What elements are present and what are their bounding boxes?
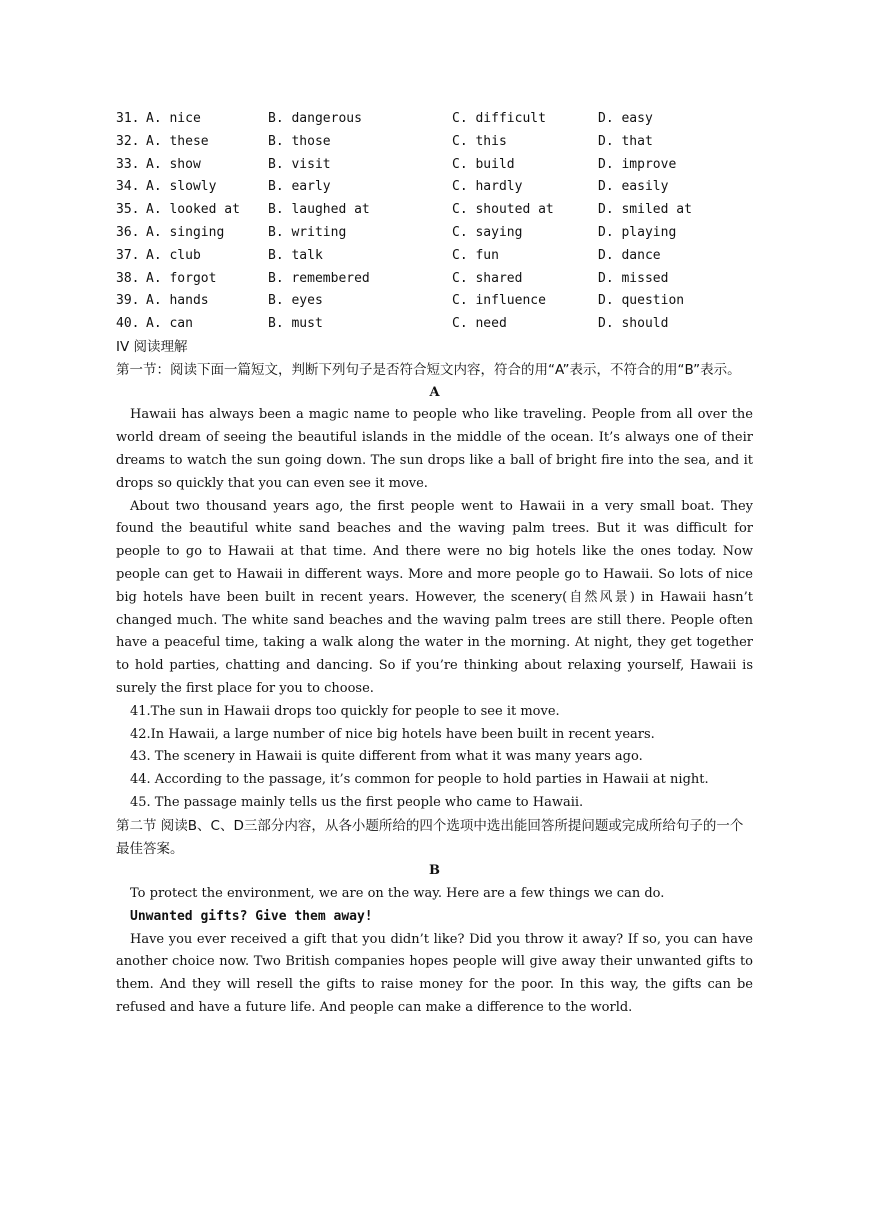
option-d: D. missed bbox=[598, 270, 669, 286]
passage-b-label: B bbox=[429, 863, 440, 879]
option-d: D. smiled at bbox=[598, 202, 692, 218]
choice-row bbox=[116, 131, 753, 154]
passage-b-intro: To protect the environment, we are on the way. Here are a few things we can do. bbox=[130, 886, 665, 902]
passage-a-label: A bbox=[429, 384, 440, 400]
option-d: D. question bbox=[598, 293, 685, 309]
option-c: C. need bbox=[452, 316, 507, 332]
question-number: 38. bbox=[116, 270, 140, 286]
option-a: A. singing bbox=[146, 224, 225, 240]
option-c: C. difficult bbox=[452, 111, 546, 126]
passage-a-paragraph-1: Hawaii has always been a magic name to people who like traveling. People from all over the world dream of seeing the beautiful islands in the middle of the ocean. It’s always one of their dreams to watch the sun going down. The sun drops like a ball of bright fire into the sea, and it drops so quickly that you can even see it move. bbox=[116, 407, 753, 491]
question-number: 39. bbox=[116, 293, 140, 309]
option-d: D. easily bbox=[598, 179, 669, 195]
option-c: C. fun bbox=[452, 247, 499, 263]
part2-instruction: 第二节 阅读B、C、D三部分内容，从各小题所给的四个选项中选出能回答所提问题或完成所给句子的一个最佳答案。 bbox=[116, 817, 744, 857]
option-a: A. can bbox=[146, 316, 193, 332]
passage-b-paragraph: Have you ever received a gift that you didn’t like? Did you throw it away? If so, you can have another choice now. Two British companies hopes people will give away their unwanted gifts to them. And they will resell the gifts to raise money for the poor. In this way, the gifts can be refused and have a future life. And people can make a difference to the world. bbox=[116, 931, 753, 1016]
question-number: 33. bbox=[116, 156, 140, 172]
section-title: IV 阅读理解 bbox=[116, 338, 188, 355]
choice-row bbox=[116, 154, 753, 177]
option-c: C. build bbox=[452, 156, 515, 172]
judgement-question: 41.The sun in Hawaii drops too quickly for people to see it move. bbox=[130, 703, 560, 719]
option-b: B. those bbox=[268, 133, 331, 149]
option-b: B. remembered bbox=[268, 270, 370, 286]
question-number: 32. bbox=[116, 133, 140, 149]
choice-row bbox=[116, 290, 753, 313]
part1-instruction: 第一节：阅读下面一篇短文，判断下列句子是否符合短文内容，符合的用“A”表示，不符合的用“B”表示。 bbox=[116, 361, 741, 378]
option-c: C. saying bbox=[452, 224, 523, 240]
judgement-question: 44. According to the passage, it’s common for people to hold parties in Hawaii at night. bbox=[130, 772, 709, 788]
option-c: C. hardly bbox=[452, 179, 523, 195]
choice-row bbox=[116, 176, 753, 199]
question-number: 40. bbox=[116, 316, 140, 332]
option-d: D. improve bbox=[598, 156, 677, 172]
option-d: D. dance bbox=[598, 247, 661, 263]
choice-row bbox=[116, 199, 753, 222]
option-a: A. club bbox=[146, 247, 201, 263]
document-page bbox=[116, 108, 753, 1020]
option-d: D. should bbox=[598, 316, 669, 332]
option-d: D. that bbox=[598, 133, 653, 149]
option-b: B. early bbox=[268, 179, 331, 195]
passage-a-paragraph-2: About two thousand years ago, the first people went to Hawaii in a very small boat. They found the beautiful white sand beaches and the waving palm trees. But it was difficult for people to go to Hawaii at that time. And there were no big hotels like the ones today. Now people can get to Hawaii in different ways. More and more people go to Hawaii. So lots of nice big hotels have been built in recent years. However, the scenery(自然风景) in Hawaii hasn’t changed much. The white sand beaches and the waving palm trees are still there. People often have a peaceful time, taking a walk along the water in the morning. At night, they get together to hold parties, chatting and dancing. So if you’re thinking about relaxing yourself, Hawaii is surely the first place for you to choose. bbox=[116, 498, 753, 696]
option-c: C. this bbox=[452, 133, 507, 149]
option-d: D. playing bbox=[598, 224, 677, 240]
judgement-question: 43. The scenery in Hawaii is quite different from what it was many years ago. bbox=[130, 749, 643, 765]
option-c: C. shouted at bbox=[452, 202, 554, 218]
option-b: B. writing bbox=[268, 224, 347, 240]
choice-row bbox=[116, 108, 753, 131]
option-a: A. hands bbox=[146, 293, 209, 309]
option-b: B. talk bbox=[268, 247, 323, 263]
judgement-question: 45. The passage mainly tells us the first people who came to Hawaii. bbox=[130, 794, 584, 810]
option-a: A. slowly bbox=[146, 179, 217, 195]
option-a: A. looked at bbox=[146, 202, 240, 218]
option-c: C. shared bbox=[452, 270, 523, 286]
question-number: 35. bbox=[116, 202, 140, 218]
choice-row bbox=[116, 222, 753, 245]
question-number: 36. bbox=[116, 224, 140, 240]
option-c: C. influence bbox=[452, 293, 546, 309]
option-a: A. these bbox=[146, 133, 209, 149]
choice-row bbox=[116, 245, 753, 268]
option-a: A. show bbox=[146, 156, 201, 172]
passage-b-subtitle: Unwanted gifts? Give them away! bbox=[130, 908, 373, 924]
choices-table bbox=[116, 108, 753, 336]
choice-row bbox=[116, 313, 753, 336]
option-b: B. dangerous bbox=[268, 111, 362, 126]
question-number: 31. bbox=[116, 111, 140, 126]
question-number: 37. bbox=[116, 247, 140, 263]
judgement-question: 42.In Hawaii, a large number of nice big hotels have been built in recent years. bbox=[130, 726, 655, 742]
option-b: B. must bbox=[268, 316, 323, 332]
option-b: B. eyes bbox=[268, 293, 323, 309]
option-a: A. nice bbox=[146, 111, 201, 126]
question-number: 34. bbox=[116, 179, 140, 195]
option-b: B. visit bbox=[268, 156, 331, 172]
option-b: B. laughed at bbox=[268, 202, 370, 218]
option-a: A. forgot bbox=[146, 270, 217, 286]
option-d: D. easy bbox=[598, 111, 653, 126]
choice-row bbox=[116, 268, 753, 291]
